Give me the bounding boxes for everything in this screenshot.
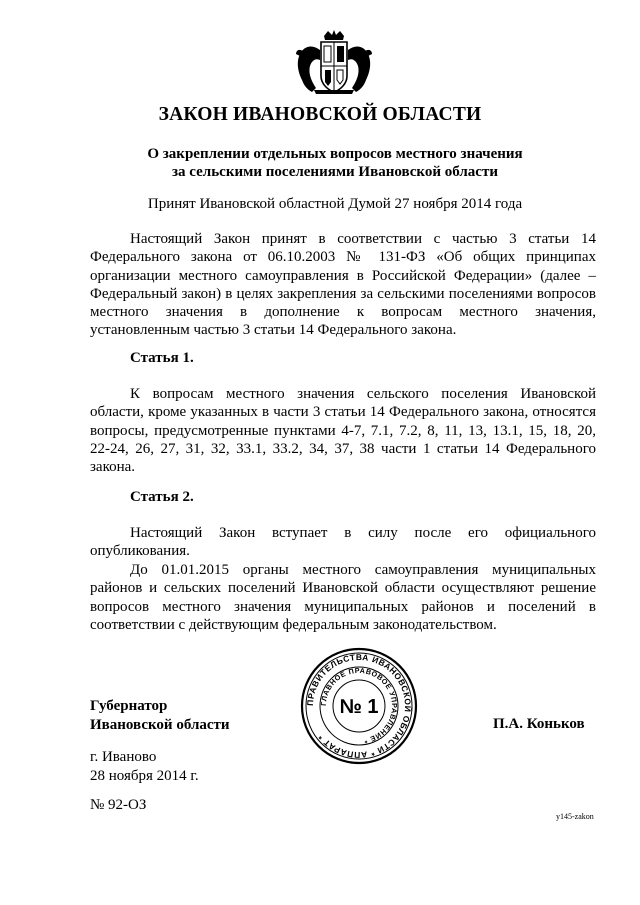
seal-number: № 1 xyxy=(339,696,379,718)
article-1-text: К вопросам местного значения сельского поселения Ивановской области, кроме указанных в части 3 статьи 14 Федерального закона, относятся вопросы, предусмотренные пунктами 4-7, 7.1, 7.2, 8, 11, 13, 13.1, 15, 18, 20, 22-24, 26, 27, 31, 32, 33.1, 33.2, 34, 37, 38 части 1 статьи 14 Федерального закона. xyxy=(90,386,596,476)
subtitle-line: О закреплении отдельных вопросов местного значения xyxy=(147,146,523,162)
preamble-paragraph: Настоящий Закон принят в соответствии с частью 3 статьи 14 Федерального закона от 06.10.2003 № 131-ФЗ «Об общих принципах организации местного самоуправления в Российской Федерации» (далее – Федеральный закон) в целях закрепления за сельскими поселениями вопросов местного значения в дополнение к вопросам местного значения, установленным частью 3 статьи 14 Федерального закона. xyxy=(90,231,596,339)
signing-date: 28 ноября 2014 г. xyxy=(90,768,199,784)
seal-ring-text: ПРАВИТЕЛЬСТВА ИВАНОВСКОЙ ОБЛАСТИ * АППАРАТ * xyxy=(304,651,414,761)
signatory-name: П.А. Коньков xyxy=(493,716,585,732)
article-2-paragraph: До 01.01.2015 органы местного самоуправления муниципальных районов и сельских поселений Ивановской области осуществляют решение вопросов местного значения муниципальных районов и поселений в соответствии с действующим федеральным законодательством. xyxy=(90,562,596,633)
subtitle-line: за сельскими поселениями Ивановской области xyxy=(172,164,498,180)
position-line: Ивановской области xyxy=(90,717,230,733)
document-subtitle xyxy=(80,145,590,181)
official-seal-icon xyxy=(299,646,419,766)
position-line: Губернатор xyxy=(90,698,168,714)
document-title: ЗАКОН ИВАНОВСКОЙ ОБЛАСТИ xyxy=(158,104,482,125)
seal-inner-text: ГЛАВНОЕ ПРАВОВОЕ УПРАВЛЕНИЕ * xyxy=(318,665,400,746)
place-and-date xyxy=(90,748,199,786)
article-2-heading: Статья 2. xyxy=(130,489,194,505)
signatory-position xyxy=(90,697,230,735)
law-number: № 92-ОЗ xyxy=(90,797,147,813)
file-code: у145-zakon xyxy=(556,812,594,821)
city: г. Иваново xyxy=(90,749,157,765)
coat-of-arms-icon xyxy=(290,30,378,94)
article-2-paragraph: Настоящий Закон вступает в силу после его официального опубликования. xyxy=(90,525,596,560)
adoption-note: Принят Ивановской областной Думой 27 ноября 2014 года xyxy=(147,196,523,212)
article-1-heading: Статья 1. xyxy=(130,350,194,366)
